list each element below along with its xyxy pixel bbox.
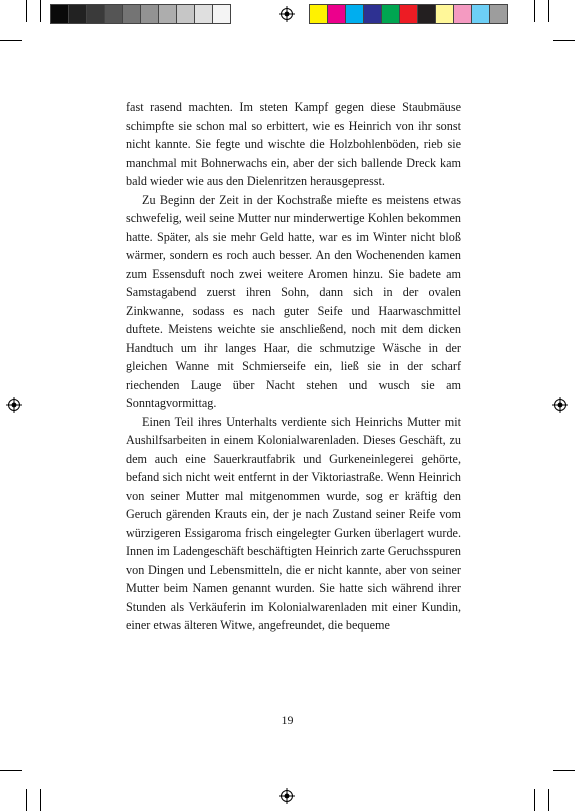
gray-swatch bbox=[68, 4, 87, 24]
gray-swatch bbox=[158, 4, 177, 24]
color-swatch bbox=[327, 4, 346, 24]
gray-swatch bbox=[50, 4, 69, 24]
gray-swatch bbox=[212, 4, 231, 24]
crop-mark bbox=[553, 770, 575, 771]
body-text bbox=[126, 98, 461, 635]
registration-mark-icon bbox=[279, 788, 295, 804]
color-swatch bbox=[399, 4, 418, 24]
page-number: 19 bbox=[281, 713, 294, 727]
registration-mark-icon bbox=[552, 397, 568, 413]
crop-mark bbox=[26, 0, 27, 22]
crop-mark bbox=[0, 770, 22, 771]
color-swatch bbox=[435, 4, 454, 24]
registration-mark-icon bbox=[279, 6, 295, 22]
crop-mark bbox=[40, 0, 41, 22]
color-swatch bbox=[363, 4, 382, 24]
crop-mark bbox=[534, 0, 535, 22]
paragraph: Zu Beginn der Zeit in der Kochstraße miefte es meistens etwas schwefelig, weil seine Mutter nur minderwertige Kohlen bekommen hatte. Später, als sie mehr Geld hatte, war es im Winter nicht bloß wärmer, sondern es roch auch besser. An den Wochenenden kamen zum Essensduft noch zwei weitere Aromen hinzu. Sie badete am Samstagabend zuerst ihren Sohn, dann sich in der ovalen Zinkwanne, sodass es nach guter Seife und Haarwaschmittel duftete. Meistens weichte sie anschließend, noch mit dem dicken Handtuch um ihr langes Haar, die schmutzige Wäsche in der gleichen Wanne mit Schmierseife ein, ließ sie in der scharf riechenden Lauge über Nacht stehen und wusch sie am Sonntagvormittag. bbox=[126, 192, 461, 410]
process-color-bar bbox=[309, 4, 507, 24]
color-swatch bbox=[471, 4, 490, 24]
gray-swatch bbox=[176, 4, 195, 24]
registration-mark-icon bbox=[6, 397, 22, 413]
crop-mark bbox=[0, 40, 22, 41]
color-swatch bbox=[381, 4, 400, 24]
crop-mark bbox=[40, 789, 41, 811]
gray-swatch bbox=[194, 4, 213, 24]
gray-swatch bbox=[122, 4, 141, 24]
crop-mark bbox=[548, 0, 549, 22]
paragraph: Einen Teil ihres Unterhalts verdiente sich Heinrichs Mutter mit Aushilfsarbeiten in einem Kolonialwarenladen. Dieses Geschäft, zu dem auch eine Sauerkrautfabrik und Gurkeneinlegerei gehörte, befand sich nicht weit entfernt in der Viktoriastraße. Wenn Heinrich von seiner Mutter mal mitgenommen wurde, sog er kräftig den Geruch gärenden Krauts ein, der je nach Zustand seiner Reife vom würzigeren Essigaroma frisch eingelegter Gurken überlagert wurde. Innen im Ladengeschäft beschäftigten Heinrich zarte Geruchsspuren von Dingen und Lebensmitteln, die er nicht kannte, aber von seiner Mutter beim Namen genannt wurden. Sie hatte sich während ihrer Stunden als Verkäuferin im Kolonialwarenladen mit einer Kundin, einer etwas älteren Witwe, angefreundet, die bequeme bbox=[126, 414, 461, 632]
gray-swatch bbox=[104, 4, 123, 24]
crop-mark bbox=[534, 789, 535, 811]
color-swatch bbox=[345, 4, 364, 24]
crop-mark bbox=[553, 40, 575, 41]
color-swatch bbox=[309, 4, 328, 24]
crop-mark bbox=[26, 789, 27, 811]
color-swatch bbox=[417, 4, 436, 24]
grayscale-color-bar bbox=[50, 4, 230, 24]
gray-swatch bbox=[86, 4, 105, 24]
color-swatch bbox=[453, 4, 472, 24]
crop-mark bbox=[548, 789, 549, 811]
color-swatch bbox=[489, 4, 508, 24]
gray-swatch bbox=[140, 4, 159, 24]
paragraph: fast rasend machten. Im steten Kampf gegen diese Staubmäuse schimpfte sie schon mal so erbittert, wie es Heinrich von ihr sonst nicht kannte. Sie fegte und wischte die Holzbohlenböden, rieb sie manchmal mit Bohnerwachs ein, aber der sich ballende Dreck kam bald wieder wie aus den Dielenritzen herausgepresst. bbox=[126, 100, 461, 188]
